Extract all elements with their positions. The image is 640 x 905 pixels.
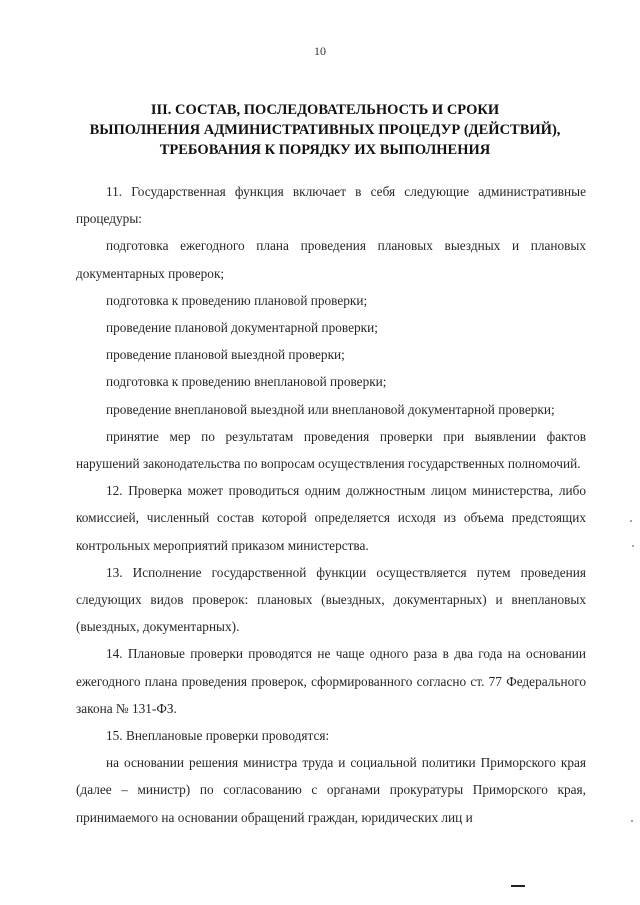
paragraph-15: 15. Внеплановые проверки проводятся: xyxy=(106,728,330,744)
paragraph-12: 12. Проверка может проводиться одним должностным лицом министерства, либо комиссией, численный состав которой определяется исходя из объема предстоящих контрольных мероприятий приказом министерства. xyxy=(76,483,586,553)
paragraph-13: 13. Исполнение государственной функции осуществляется путем проведения следующих видов проверок: плановых (выездных, документарных) и внеплановых (выездных, документарных). xyxy=(76,564,586,635)
section-title xyxy=(60,100,590,160)
section-title-line: III. СОСТАВ, ПОСЛЕДОВАТЕЛЬНОСТЬ И СРОКИ xyxy=(150,102,500,118)
list-item: проведение плановой документарной проверки; xyxy=(106,320,378,336)
list-item: подготовка к проведению внеплановой проверки; xyxy=(106,374,387,390)
scan-speck xyxy=(631,820,633,822)
list-item: подготовка ежегодного плана проведения плановых выездных и плановых документарных проверок; xyxy=(76,238,586,281)
scan-speck xyxy=(632,545,634,547)
section-title-line: ТРЕБОВАНИЯ К ПОРЯДКУ ИХ ВЫПОЛНЕНИЯ xyxy=(159,142,491,158)
page-number: 10 xyxy=(314,44,326,58)
document-body xyxy=(76,178,586,831)
list-item: подготовка к проведению плановой проверки; xyxy=(106,292,368,308)
section-title-line: ВЫПОЛНЕНИЯ АДМИНИСТРАТИВНЫХ ПРОЦЕДУР (ДЕЙСТВИЙ), xyxy=(89,122,561,138)
paragraph-14: 14. Плановые проверки проводятся не чаще одного раза в два года на основании ежегодного плана проведения проверок, сформированного согласно ст. 77 Федерального закона № 131-ФЗ. xyxy=(76,646,586,716)
paragraph-11: 11. Государственная функция включает в себя следующие административные процедуры: xyxy=(76,184,586,227)
list-item: проведение плановой выездной проверки; xyxy=(106,347,345,363)
list-item: принятие мер по результатам проведения проверки при выявлении фактов нарушений законодательства по вопросам осуществления государственных полномочий. xyxy=(76,428,586,472)
scan-mark xyxy=(511,885,525,887)
list-item: проведение внеплановой выездной или внеплановой документарной проверки; xyxy=(106,401,555,417)
list-item: на основании решения министра труда и социальной политики Приморского края (далее – министр) по согласованию с органами прокуратуры Приморского края, принимаемого на основании обращений граждан, юридических лиц и xyxy=(76,755,586,825)
scan-speck xyxy=(630,520,632,522)
